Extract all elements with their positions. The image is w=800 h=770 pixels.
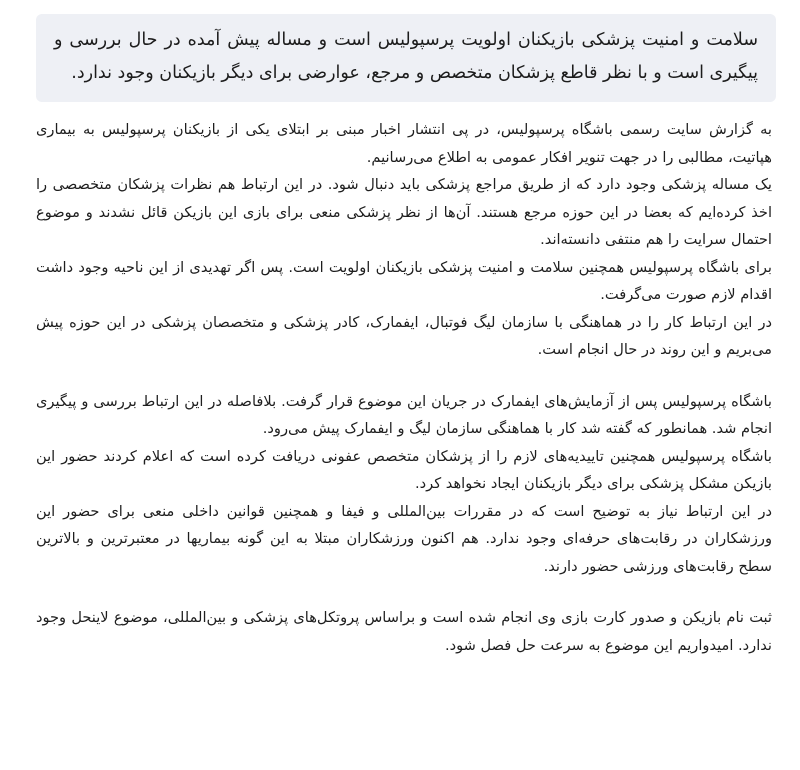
article-paragraph: باشگاه پرسپولیس پس از آزمایش‌های ایفمارک در جریان این موضوع قرار گرفت. بلافاصله در این ارتباط بررسی و پیگیری انجام شد. همانطور که گفته شد کار با هماهنگی سازمان لیگ و ایفمارک پیش می‌رود. [36, 392, 772, 437]
article-paragraph: ثبت نام بازیکن و صدور کارت بازی وی انجام شده است و براساس پروتکل‌های پزشکی و بین‌المللی، موضوع لاینحل وجود ندارد. امیدواریم این موضوع به سرعت حل فصل شود. [36, 609, 772, 654]
article-body [36, 116, 776, 659]
section-spacer [36, 580, 772, 604]
section-spacer [36, 364, 772, 388]
article-paragraph: به گزارش سایت رسمی باشگاه پرسپولیس، در پی انتشار اخبار مبنی بر ابتلای یکی از بازیکنان پرسپولیس به بیماری هپاتیت، مطالبی را در جهت تنویر افکار عمومی به اطلاع می‌رسانیم. [36, 121, 772, 166]
article-paragraph: در این ارتباط نیاز به توضیح است که در مقررات بین‌المللی و فیفا و همچنین قوانین داخلی منعی برای حضور این ورزشکاران در رقابت‌های حرفه‌ای وجود ندارد. هم اکنون ورزشکاران مبتلا به این گونه بیماریها در معتبرترین و بالاترین سطح رقابت‌های ورزشی حضور دارند. [36, 502, 772, 575]
article-paragraph: یک مساله پزشکی وجود دارد که از طریق مراجع پزشکی باید دنبال شود. در این ارتباط هم نظرات پزشکان متخصصی را اخذ کرده‌ایم که بعضا در این حوزه مرجع هستند. آن‌ها از نظر پزشکی منعی برای بازی این بازیکن قائل نشدند و موضوع احتمال سرایت را هم منتفی دانسته‌اند. [36, 176, 772, 248]
article-section-2 [36, 388, 772, 581]
article-section-1 [36, 116, 772, 364]
lead-summary-text: سلامت و امنیت پزشکی بازیکنان اولویت پرسپولیس است و مساله پیش آمده در حال بررسی و پیگیری است و با نظر قاطع پزشکان متخصص و مرجع، عوارضی برای دیگر بازیکنان وجود ندارد. [54, 30, 758, 83]
article-paragraph: برای باشگاه پرسپولیس همچنین سلامت و امنیت پزشکی بازیکنان اولویت است. پس اگر تهدیدی از این ناحیه وجود داشت اقدام لازم صورت می‌گرفت. [36, 258, 772, 303]
article-section-3 [36, 604, 772, 659]
article-paragraph: در این ارتباط کار را در هماهنگی با سازمان لیگ فوتبال، ایفمارک، کادر پزشکی و متخصصان پزشکی در این حوزه پیش می‌بریم و این روند در حال انجام است. [36, 313, 772, 358]
lead-summary-box [36, 14, 776, 102]
article-paragraph: باشگاه پرسپولیس همچنین تاییدیه‌های لازم را از پزشکان متخصص عفونی دریافت کرده است که اعلام کردند حضور این بازیکن مشکل پزشکی برای دیگر بازیکنان ایجاد نخواهد کرد. [36, 447, 772, 492]
